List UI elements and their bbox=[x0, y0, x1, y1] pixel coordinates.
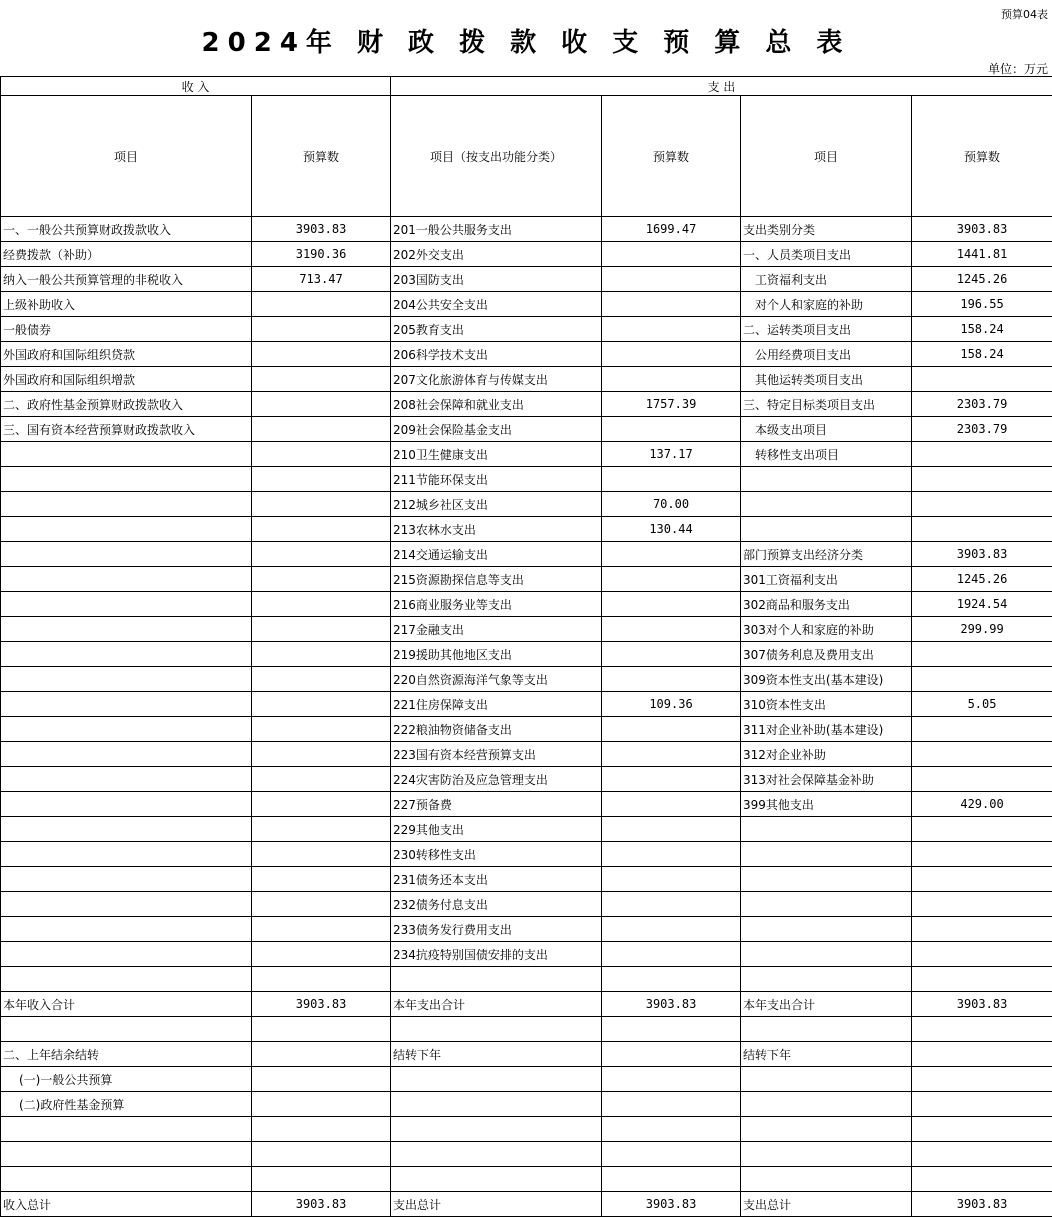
income-item-cell bbox=[1, 1167, 252, 1192]
cat-amount-cell bbox=[912, 1042, 1052, 1067]
cat-item-cell bbox=[741, 817, 912, 842]
cat-amount-cell bbox=[912, 1017, 1052, 1042]
section-header-row bbox=[1, 77, 1052, 96]
income-item-cell: 上级补助收入 bbox=[1, 292, 252, 317]
cat-item-cell: 310资本性支出 bbox=[741, 692, 912, 717]
cat-amount-cell bbox=[912, 892, 1052, 917]
unit-label: 单位：万元 bbox=[987, 62, 1048, 76]
income-item-cell bbox=[1, 1117, 252, 1142]
income-item-cell bbox=[1, 442, 252, 467]
cat-item-cell: 311对企业补助(基本建设) bbox=[741, 717, 912, 742]
cat-item-cell: 一、人员类项目支出 bbox=[741, 242, 912, 267]
func-item-cell: 206科学技术支出 bbox=[391, 342, 602, 367]
func-item-cell: 229其他支出 bbox=[391, 817, 602, 842]
func-amount-cell bbox=[602, 942, 741, 967]
cat-amount-cell bbox=[912, 1092, 1052, 1117]
income-item-cell bbox=[1, 792, 252, 817]
income-item-cell: 纳入一般公共预算管理的非税收入 bbox=[1, 267, 252, 292]
cat-amount-cell: 1245.26 bbox=[912, 567, 1052, 592]
income-item-cell bbox=[1, 1142, 252, 1167]
income-item-cell bbox=[1, 1017, 252, 1042]
income-item-cell bbox=[1, 492, 252, 517]
cat-amount-cell: 3903.83 bbox=[912, 1192, 1052, 1217]
cat-item-cell: 其他运转类项目支出 bbox=[741, 367, 912, 392]
cat-item-cell: 303对个人和家庭的补助 bbox=[741, 617, 912, 642]
cat-item-cell: 399其他支出 bbox=[741, 792, 912, 817]
cat-item-cell bbox=[741, 867, 912, 892]
func-item-cell: 203国防支出 bbox=[391, 267, 602, 292]
income-item-cell bbox=[1, 542, 252, 567]
func-amount-cell bbox=[602, 592, 741, 617]
table-row bbox=[1, 817, 1052, 842]
func-item-cell: 230转移性支出 bbox=[391, 842, 602, 867]
income-amount-cell bbox=[252, 1117, 391, 1142]
income-amount-cell bbox=[252, 742, 391, 767]
income-item-cell bbox=[1, 917, 252, 942]
func-item-cell: 217金融支出 bbox=[391, 617, 602, 642]
income-item-cell: 外国政府和国际组织贷款 bbox=[1, 342, 252, 367]
table-row bbox=[1, 417, 1052, 442]
table-row bbox=[1, 667, 1052, 692]
income-item-cell: 一般债券 bbox=[1, 317, 252, 342]
func-amount-cell bbox=[602, 367, 741, 392]
income-item-cell: 本年收入合计 bbox=[1, 992, 252, 1017]
income-amount-cell: 3903.83 bbox=[252, 992, 391, 1017]
func-amount-cell bbox=[602, 617, 741, 642]
cat-item-cell: 302商品和服务支出 bbox=[741, 592, 912, 617]
func-amount-cell bbox=[602, 567, 741, 592]
income-amount-cell bbox=[252, 642, 391, 667]
cat-item-cell: 二、运转类项目支出 bbox=[741, 317, 912, 342]
table-row bbox=[1, 967, 1052, 992]
cat-item-cell: 309资本性支出(基本建设) bbox=[741, 667, 912, 692]
table-row bbox=[1, 692, 1052, 717]
table-row bbox=[1, 267, 1052, 292]
func-amount-cell bbox=[602, 717, 741, 742]
cat-amount-cell bbox=[912, 867, 1052, 892]
section-income: 收 入 bbox=[1, 77, 391, 96]
header-func-amount: 预算数 bbox=[602, 96, 741, 217]
cat-amount-cell bbox=[912, 967, 1052, 992]
func-item-cell: 202外交支出 bbox=[391, 242, 602, 267]
income-amount-cell bbox=[252, 1042, 391, 1067]
income-amount-cell bbox=[252, 392, 391, 417]
cat-amount-cell bbox=[912, 667, 1052, 692]
cat-amount-cell bbox=[912, 1142, 1052, 1167]
cat-amount-cell bbox=[912, 367, 1052, 392]
cat-item-cell: 301工资福利支出 bbox=[741, 567, 912, 592]
income-item-cell bbox=[1, 667, 252, 692]
income-amount-cell: 3903.83 bbox=[252, 217, 391, 242]
cat-amount-cell: 3903.83 bbox=[912, 542, 1052, 567]
income-amount-cell bbox=[252, 942, 391, 967]
func-amount-cell: 3903.83 bbox=[602, 992, 741, 1017]
table-row bbox=[1, 1167, 1052, 1192]
cat-amount-cell: 196.55 bbox=[912, 292, 1052, 317]
cat-amount-cell: 3903.83 bbox=[912, 217, 1052, 242]
func-amount-cell bbox=[602, 417, 741, 442]
func-item-cell: 223国有资本经营预算支出 bbox=[391, 742, 602, 767]
func-amount-cell bbox=[602, 342, 741, 367]
income-item-cell: (二)政府性基金预算 bbox=[1, 1092, 252, 1117]
cat-item-cell bbox=[741, 467, 912, 492]
func-item-cell bbox=[391, 1017, 602, 1042]
func-amount-cell bbox=[602, 542, 741, 567]
func-amount-cell: 3903.83 bbox=[602, 1192, 741, 1217]
page-title: 2024年 财 政 拨 款 收 支 预 算 总 表 bbox=[201, 28, 851, 58]
income-amount-cell bbox=[252, 817, 391, 842]
func-item-cell bbox=[391, 967, 602, 992]
cat-item-cell: 转移性支出项目 bbox=[741, 442, 912, 467]
income-amount-cell: 3903.83 bbox=[252, 1192, 391, 1217]
budget-table bbox=[0, 76, 1052, 1217]
income-amount-cell: 3190.36 bbox=[252, 242, 391, 267]
table-row bbox=[1, 1042, 1052, 1067]
income-amount-cell bbox=[252, 667, 391, 692]
cat-item-cell: 对个人和家庭的补助 bbox=[741, 292, 912, 317]
table-row bbox=[1, 592, 1052, 617]
cat-amount-cell: 429.00 bbox=[912, 792, 1052, 817]
table-row bbox=[1, 992, 1052, 1017]
func-amount-cell bbox=[602, 867, 741, 892]
cat-item-cell bbox=[741, 492, 912, 517]
table-row bbox=[1, 717, 1052, 742]
table-row bbox=[1, 1117, 1052, 1142]
func-item-cell: 211节能环保支出 bbox=[391, 467, 602, 492]
func-amount-cell bbox=[602, 792, 741, 817]
cat-item-cell bbox=[741, 1092, 912, 1117]
table-row bbox=[1, 617, 1052, 642]
table-row bbox=[1, 242, 1052, 267]
income-item-cell bbox=[1, 467, 252, 492]
table-row bbox=[1, 892, 1052, 917]
cat-amount-cell: 299.99 bbox=[912, 617, 1052, 642]
income-item-cell: 外国政府和国际组织增款 bbox=[1, 367, 252, 392]
func-amount-cell bbox=[602, 817, 741, 842]
income-item-cell bbox=[1, 592, 252, 617]
func-amount-cell bbox=[602, 967, 741, 992]
income-amount-cell bbox=[252, 467, 391, 492]
income-item-cell: (一)一般公共预算 bbox=[1, 1067, 252, 1092]
income-item-cell: 收入总计 bbox=[1, 1192, 252, 1217]
header-cat-amount: 预算数 bbox=[912, 96, 1052, 217]
func-amount-cell bbox=[602, 317, 741, 342]
income-item-cell bbox=[1, 567, 252, 592]
cat-item-cell: 部门预算支出经济分类 bbox=[741, 542, 912, 567]
table-row bbox=[1, 392, 1052, 417]
table-row bbox=[1, 492, 1052, 517]
func-amount-cell bbox=[602, 667, 741, 692]
func-item-cell: 224灾害防治及应急管理支出 bbox=[391, 767, 602, 792]
income-amount-cell bbox=[252, 1092, 391, 1117]
income-amount-cell bbox=[252, 442, 391, 467]
func-amount-cell: 137.17 bbox=[602, 442, 741, 467]
cat-item-cell: 313对社会保障基金补助 bbox=[741, 767, 912, 792]
cat-item-cell bbox=[741, 917, 912, 942]
cat-amount-cell bbox=[912, 917, 1052, 942]
income-amount-cell bbox=[252, 967, 391, 992]
table-row bbox=[1, 567, 1052, 592]
income-amount-cell bbox=[252, 892, 391, 917]
cat-amount-cell: 2303.79 bbox=[912, 392, 1052, 417]
cat-amount-cell bbox=[912, 742, 1052, 767]
income-item-cell bbox=[1, 842, 252, 867]
table-row bbox=[1, 1067, 1052, 1092]
cat-amount-cell: 5.05 bbox=[912, 692, 1052, 717]
cat-item-cell: 工资福利支出 bbox=[741, 267, 912, 292]
func-amount-cell bbox=[602, 467, 741, 492]
func-item-cell bbox=[391, 1142, 602, 1167]
cat-amount-cell: 1924.54 bbox=[912, 592, 1052, 617]
cat-item-cell bbox=[741, 1067, 912, 1092]
cat-item-cell: 312对企业补助 bbox=[741, 742, 912, 767]
table-row bbox=[1, 942, 1052, 967]
table-row bbox=[1, 467, 1052, 492]
cat-amount-cell: 158.24 bbox=[912, 317, 1052, 342]
cat-amount-cell bbox=[912, 842, 1052, 867]
cat-amount-cell bbox=[912, 442, 1052, 467]
income-item-cell bbox=[1, 967, 252, 992]
income-item-cell bbox=[1, 517, 252, 542]
table-row bbox=[1, 342, 1052, 367]
func-amount-cell: 1699.47 bbox=[602, 217, 741, 242]
income-item-cell bbox=[1, 867, 252, 892]
cat-item-cell: 支出类别分类 bbox=[741, 217, 912, 242]
cat-item-cell bbox=[741, 842, 912, 867]
func-amount-cell bbox=[602, 1042, 741, 1067]
table-row bbox=[1, 317, 1052, 342]
income-amount-cell bbox=[252, 692, 391, 717]
table-row bbox=[1, 367, 1052, 392]
func-amount-cell bbox=[602, 1117, 741, 1142]
income-amount-cell bbox=[252, 517, 391, 542]
cat-amount-cell bbox=[912, 642, 1052, 667]
income-amount-cell bbox=[252, 367, 391, 392]
func-item-cell: 231债务还本支出 bbox=[391, 867, 602, 892]
income-amount-cell bbox=[252, 767, 391, 792]
func-amount-cell: 1757.39 bbox=[602, 392, 741, 417]
income-item-cell: 一、一般公共预算财政拨款收入 bbox=[1, 217, 252, 242]
func-item-cell: 220自然资源海洋气象等支出 bbox=[391, 667, 602, 692]
form-number: 预算04表 bbox=[1001, 8, 1048, 21]
func-amount-cell bbox=[602, 742, 741, 767]
func-item-cell: 201一般公共服务支出 bbox=[391, 217, 602, 242]
cat-item-cell: 307债务利息及费用支出 bbox=[741, 642, 912, 667]
income-amount-cell bbox=[252, 1017, 391, 1042]
income-amount-cell bbox=[252, 492, 391, 517]
income-amount-cell bbox=[252, 617, 391, 642]
income-amount-cell bbox=[252, 867, 391, 892]
cat-amount-cell bbox=[912, 767, 1052, 792]
cat-amount-cell bbox=[912, 1067, 1052, 1092]
cat-item-cell: 公用经费项目支出 bbox=[741, 342, 912, 367]
func-item-cell: 232债务付息支出 bbox=[391, 892, 602, 917]
func-amount-cell bbox=[602, 1067, 741, 1092]
column-header-row bbox=[1, 96, 1052, 217]
func-item-cell: 208社会保障和就业支出 bbox=[391, 392, 602, 417]
income-amount-cell bbox=[252, 842, 391, 867]
income-item-cell bbox=[1, 767, 252, 792]
func-amount-cell bbox=[602, 267, 741, 292]
func-item-cell: 本年支出合计 bbox=[391, 992, 602, 1017]
func-item-cell: 207文化旅游体育与传媒支出 bbox=[391, 367, 602, 392]
func-item-cell: 219援助其他地区支出 bbox=[391, 642, 602, 667]
func-item-cell: 234抗疫特别国债安排的支出 bbox=[391, 942, 602, 967]
income-amount-cell bbox=[252, 592, 391, 617]
table-row bbox=[1, 517, 1052, 542]
income-amount-cell bbox=[252, 317, 391, 342]
income-amount-cell bbox=[252, 342, 391, 367]
section-expense: 支 出 bbox=[391, 77, 1052, 96]
cat-amount-cell bbox=[912, 517, 1052, 542]
table-row bbox=[1, 1192, 1052, 1217]
cat-item-cell: 支出总计 bbox=[741, 1192, 912, 1217]
income-amount-cell: 713.47 bbox=[252, 267, 391, 292]
func-amount-cell bbox=[602, 642, 741, 667]
func-item-cell bbox=[391, 1167, 602, 1192]
table-row bbox=[1, 842, 1052, 867]
cat-item-cell bbox=[741, 1017, 912, 1042]
cat-item-cell bbox=[741, 517, 912, 542]
func-item-cell: 216商业服务业等支出 bbox=[391, 592, 602, 617]
func-item-cell: 213农林水支出 bbox=[391, 517, 602, 542]
income-item-cell: 三、国有资本经营预算财政拨款收入 bbox=[1, 417, 252, 442]
func-item-cell: 212城乡社区支出 bbox=[391, 492, 602, 517]
cat-item-cell: 三、特定目标类项目支出 bbox=[741, 392, 912, 417]
income-item-cell bbox=[1, 692, 252, 717]
func-item-cell: 233债务发行费用支出 bbox=[391, 917, 602, 942]
cat-item-cell bbox=[741, 967, 912, 992]
cat-item-cell: 本年支出合计 bbox=[741, 992, 912, 1017]
func-amount-cell bbox=[602, 917, 741, 942]
func-item-cell: 204公共安全支出 bbox=[391, 292, 602, 317]
func-amount-cell bbox=[602, 242, 741, 267]
func-amount-cell bbox=[602, 1167, 741, 1192]
func-item-cell: 210卫生健康支出 bbox=[391, 442, 602, 467]
table-row bbox=[1, 217, 1052, 242]
func-amount-cell bbox=[602, 767, 741, 792]
func-amount-cell: 130.44 bbox=[602, 517, 741, 542]
func-amount-cell bbox=[602, 1092, 741, 1117]
func-amount-cell bbox=[602, 1142, 741, 1167]
income-amount-cell bbox=[252, 917, 391, 942]
table-row bbox=[1, 917, 1052, 942]
header-cat-item: 项目 bbox=[741, 96, 912, 217]
cat-amount-cell: 3903.83 bbox=[912, 992, 1052, 1017]
table-row bbox=[1, 542, 1052, 567]
func-amount-cell: 70.00 bbox=[602, 492, 741, 517]
table-row bbox=[1, 867, 1052, 892]
income-amount-cell bbox=[252, 717, 391, 742]
table-row bbox=[1, 292, 1052, 317]
income-item-cell bbox=[1, 717, 252, 742]
income-item-cell bbox=[1, 817, 252, 842]
income-item-cell: 经费拨款（补助） bbox=[1, 242, 252, 267]
cat-amount-cell: 158.24 bbox=[912, 342, 1052, 367]
func-item-cell: 215资源勘探信息等支出 bbox=[391, 567, 602, 592]
income-amount-cell bbox=[252, 1067, 391, 1092]
table-row bbox=[1, 792, 1052, 817]
func-item-cell: 222粮油物资储备支出 bbox=[391, 717, 602, 742]
cat-item-cell bbox=[741, 892, 912, 917]
table-row bbox=[1, 1142, 1052, 1167]
header-func-item: 项目（按支出功能分类） bbox=[391, 96, 602, 217]
func-amount-cell bbox=[602, 292, 741, 317]
header-income-item: 项目 bbox=[1, 96, 252, 217]
income-amount-cell bbox=[252, 542, 391, 567]
func-amount-cell bbox=[602, 842, 741, 867]
func-item-cell: 支出总计 bbox=[391, 1192, 602, 1217]
cat-item-cell bbox=[741, 1117, 912, 1142]
cat-item-cell bbox=[741, 1142, 912, 1167]
table-row bbox=[1, 742, 1052, 767]
cat-amount-cell bbox=[912, 492, 1052, 517]
income-item-cell bbox=[1, 617, 252, 642]
cat-amount-cell: 1441.81 bbox=[912, 242, 1052, 267]
table-row bbox=[1, 767, 1052, 792]
header-income-amount: 预算数 bbox=[252, 96, 391, 217]
cat-amount-cell bbox=[912, 717, 1052, 742]
income-item-cell: 二、政府性基金预算财政拨款收入 bbox=[1, 392, 252, 417]
func-item-cell: 227预备费 bbox=[391, 792, 602, 817]
func-item-cell: 221住房保障支出 bbox=[391, 692, 602, 717]
income-amount-cell bbox=[252, 792, 391, 817]
func-item-cell bbox=[391, 1067, 602, 1092]
cat-item-cell bbox=[741, 942, 912, 967]
func-item-cell: 214交通运输支出 bbox=[391, 542, 602, 567]
income-amount-cell bbox=[252, 1167, 391, 1192]
func-amount-cell: 109.36 bbox=[602, 692, 741, 717]
cat-amount-cell: 2303.79 bbox=[912, 417, 1052, 442]
cat-amount-cell bbox=[912, 942, 1052, 967]
cat-item-cell: 本级支出项目 bbox=[741, 417, 912, 442]
income-item-cell bbox=[1, 942, 252, 967]
cat-amount-cell bbox=[912, 467, 1052, 492]
func-item-cell bbox=[391, 1117, 602, 1142]
cat-item-cell bbox=[741, 1167, 912, 1192]
table-row bbox=[1, 642, 1052, 667]
income-amount-cell bbox=[252, 292, 391, 317]
func-item-cell: 结转下年 bbox=[391, 1042, 602, 1067]
cat-amount-cell bbox=[912, 817, 1052, 842]
table-row bbox=[1, 442, 1052, 467]
table-row bbox=[1, 1092, 1052, 1117]
income-item-cell: 二、上年结余结转 bbox=[1, 1042, 252, 1067]
income-item-cell bbox=[1, 742, 252, 767]
func-amount-cell bbox=[602, 1017, 741, 1042]
func-item-cell bbox=[391, 1092, 602, 1117]
income-amount-cell bbox=[252, 417, 391, 442]
income-amount-cell bbox=[252, 1142, 391, 1167]
func-item-cell: 205教育支出 bbox=[391, 317, 602, 342]
cat-amount-cell bbox=[912, 1167, 1052, 1192]
func-amount-cell bbox=[602, 892, 741, 917]
cat-item-cell: 结转下年 bbox=[741, 1042, 912, 1067]
income-item-cell bbox=[1, 892, 252, 917]
table-row bbox=[1, 1017, 1052, 1042]
func-item-cell: 209社会保险基金支出 bbox=[391, 417, 602, 442]
income-item-cell bbox=[1, 642, 252, 667]
income-amount-cell bbox=[252, 567, 391, 592]
cat-amount-cell: 1245.26 bbox=[912, 267, 1052, 292]
cat-amount-cell bbox=[912, 1117, 1052, 1142]
